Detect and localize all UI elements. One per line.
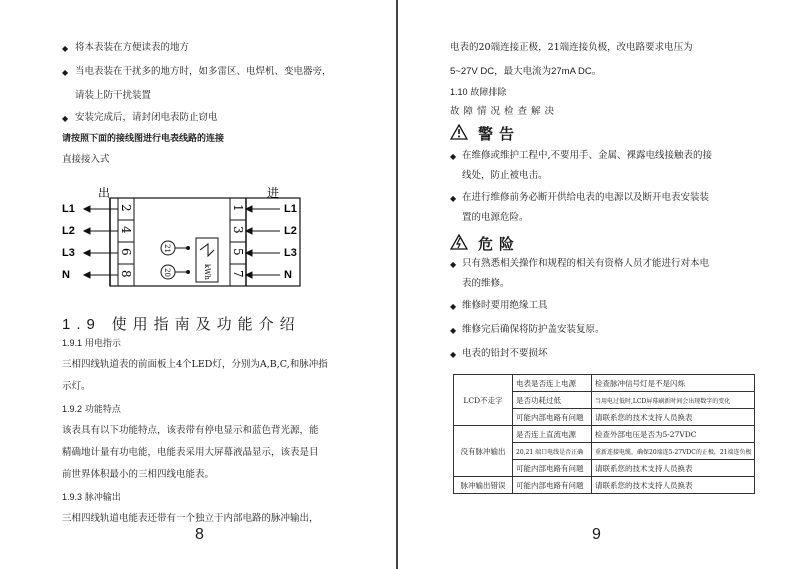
bullet-text-cont: 置的电源危险。 [462,212,529,223]
paragraph-line: 该表具有以下功能特点，该表带有停电显示和蓝色背光源，能 [62,425,319,436]
subsection-title: 故障排除 [470,88,507,98]
subsection-number: 1.9.1 [62,338,83,348]
bullet-text: 维修时要用绝缘工具 [462,300,548,311]
bullet-icon: ◆ [450,350,457,359]
subsection-title: 功能特点 [84,405,121,415]
subsection-number: 1.9.3 [62,492,83,502]
solution-cell: 检查外部电压是否为5-27VDC [592,426,755,443]
terminal-number: 4 [119,226,133,234]
solution-cell: 当用电过低时,LCD屏幕刷新时间会出现数字的变化 [592,392,755,409]
section-number: 1.9 [62,316,101,333]
warning-triangle-icon [450,124,468,140]
bullet-text-cont: 请装上防干扰装置 [75,90,152,101]
left-line-label: L1 [62,203,75,215]
paragraph-line: 5~27V DC，最大电流为27mA DC。 [450,66,602,77]
wiring-diagram [62,184,322,294]
subsection-title: 用电指示 [84,339,121,349]
terminal-number: 8 [119,270,133,278]
cause-cell: 可能内部电路有问题 [513,477,592,494]
troubleshoot-subtitle: 故障情况检查解决 [450,106,559,117]
danger-triangle-icon [450,234,468,250]
right-arrows [246,206,280,278]
warning-title: 警告 [478,125,521,143]
subsection-number: 1.9.2 [62,404,83,414]
in-label: 进 [267,186,280,200]
bullet-text: 维修完后确保将防护盖安装复原。 [462,324,605,335]
right-line-label: N [284,269,292,281]
wiring-instruction: 请按照下面的接线图进行电表线路的连接 [62,134,225,144]
terminal-number: 1 [231,204,245,212]
terminal-number: 2 [119,204,133,212]
left-page [0,0,396,569]
cause-cell: 可能内部电路有问题 [513,460,592,477]
cause-cell: 是否连上直流电源 [513,426,592,443]
paragraph-line: 前世界体积最小的三相四线电能表。 [62,469,215,480]
cause-cell: 可能内部电路有问题 [513,409,592,426]
out-label: 出 [98,186,111,200]
kwh-label: kWh [203,264,211,280]
direct-connect-label: 直接接入式 [62,154,110,165]
section-heading [62,313,301,334]
bullet-text: 当电表装在干扰多的地方时，如多雷区、电焊机、变电器旁， [75,66,332,77]
symptom-cell: LCD不走字 [454,375,513,426]
section-title: 使用指南及功能介绍 [111,315,301,333]
circle-label: 20 [163,268,171,277]
right-line-label: L1 [284,203,297,215]
bullet-icon: ◆ [450,260,457,269]
subsection-heading [62,337,121,350]
bullet-text: 电表的铅封不要损坏 [462,348,548,359]
optocoupler-icon [200,244,214,256]
symptom-cell: 没有脉冲输出 [454,426,513,477]
bullet-text-cont: 表的维修。 [462,278,510,289]
subsection-heading [62,491,121,504]
solution-cell: 检查脉冲信号灯是不是闪烁 [592,375,755,392]
circle-label: 21 [163,244,171,253]
bullet-text: 只有熟悉相关操作和规程的相关有资格人员才能进行对本电 [462,258,710,269]
bullet-icon: ◆ [62,114,69,123]
cause-cell: 是否功耗过低 [513,392,592,409]
right-line-label: L3 [284,247,297,259]
subsection-number: 1.10 [450,87,468,97]
subsection-heading [62,403,121,416]
left-line-label: L2 [62,225,75,237]
page-number: 8 [195,526,204,543]
bullet-icon: ◆ [62,44,69,53]
subsection-heading [450,86,506,99]
bullet-icon: ◆ [450,326,457,335]
paragraph-line: 电表的20端连接正极，21端连接负极，改电路要求电压为 [450,42,693,53]
left-line-label: N [62,269,70,281]
paragraph-line: 精确地计量有功电能，电能表采用大屏幕液晶显示，该表是目 [62,447,319,458]
bullet-icon: ◆ [62,68,69,77]
table-row [454,426,755,443]
left-arrows [84,206,118,278]
paragraph-line: 三相四线轨道表的前面板上4个LED灯，分别为A,B,C,和脉冲指 [62,359,328,370]
cause-cell: 20,21 端口电线是否正确 [513,443,592,460]
troubleshoot-table [453,374,755,494]
solution-cell: 请联系您的技术支持人员换表 [592,460,755,477]
solution-cell: 请联系您的技术支持人员换表 [592,409,755,426]
terminal-number: 5 [231,248,245,256]
paragraph-line: 三相四线轨道电能表还带有一个独立于内部电路的脉冲输出， [62,513,319,524]
right-line-label: L2 [284,225,297,237]
page-number: 9 [592,526,601,543]
table-row [454,477,755,494]
subsection-title: 脉冲输出 [84,493,121,503]
terminal-number: 3 [231,226,245,234]
symptom-cell: 脉冲输出错误 [454,477,513,494]
bullet-text-cont: 线处，防止被电击。 [462,170,548,181]
bullet-icon: ◆ [450,302,457,311]
bullet-icon: ◆ [450,152,457,161]
left-line-label: L3 [62,247,75,259]
bullet-icon: ◆ [450,194,457,203]
bullet-text: 在进行维修前务必断开供给电表的电源以及断开电表安装装 [462,192,710,203]
bullet-text: 安装完成后，请封闭电表防止窃电 [75,112,218,123]
danger-title: 危险 [478,235,521,253]
paragraph-line: 示灯。 [62,381,91,392]
cause-cell: 电表是否连上电源 [513,375,592,392]
terminal-number: 7 [231,270,245,278]
solution-cell: 重新连接电缆，确保20端连5-27VDC的正极，21端连负极 [592,443,755,460]
table-row [454,375,755,392]
solution-cell: 请联系您的技术支持人员换表 [592,477,755,494]
terminal-number: 6 [119,248,133,256]
bullet-text: 在维修或维护工程中,不要用手、金属、裸露电线接触表的接 [462,150,713,161]
bullet-text: 将本表装在方便读表的地方 [75,42,190,53]
